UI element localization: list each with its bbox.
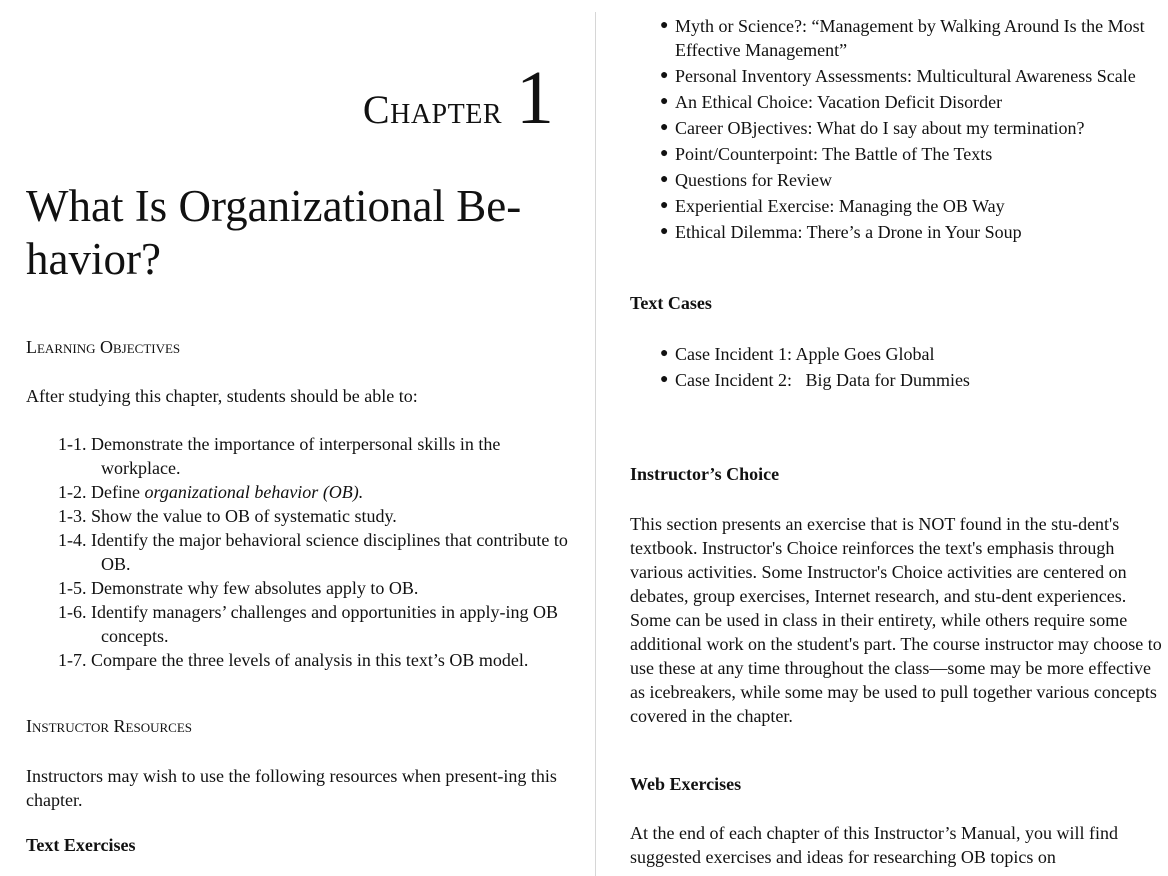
- list-item: ● Point/Counterpoint: The Battle of The Texts: [660, 144, 993, 164]
- bullet-icon: ●: [660, 346, 669, 361]
- list-item: ● An Ethical Choice: Vacation Deficit Disorder: [660, 92, 1003, 112]
- objective-item: 1-7. Compare the three levels of analysis in this text’s OB model.: [58, 650, 529, 670]
- chapter-word: Chapter: [362, 87, 502, 132]
- bullet-icon: ●: [660, 198, 669, 213]
- learning-objectives-intro: After studying this chapter, students should be able to:: [26, 386, 418, 406]
- objective-item: 1-5. Demonstrate why few absolutes apply to OB.: [58, 578, 419, 598]
- bullet-icon: ●: [660, 68, 669, 83]
- bullet-icon: ●: [660, 94, 669, 109]
- text-exercises-heading: Text Exercises: [26, 835, 136, 855]
- list-item: ● Career OBjectives: What do I say about my termination?: [660, 118, 1085, 138]
- bullet-icon: ●: [660, 224, 669, 239]
- bullet-icon: ●: [660, 146, 669, 161]
- page-divider: [595, 12, 596, 876]
- bullet-icon: ●: [660, 172, 669, 187]
- list-item: ● Ethical Dilemma: There’s a Drone in Your Soup: [660, 222, 1022, 242]
- list-item: ● Questions for Review: [660, 170, 832, 190]
- chapter-number: 1: [516, 56, 554, 140]
- objective-item: 1-6. Identify managers’ challenges and opportunities in apply-ing OB concepts.: [58, 602, 559, 646]
- bullet-icon: ●: [660, 18, 669, 33]
- chapter-label: [362, 56, 554, 140]
- text-exercises-list: [660, 14, 1165, 246]
- objective-item: 1-2. Define organizational behavior (OB).: [58, 482, 364, 502]
- page-title: What Is Organizational Be-havior?: [26, 181, 522, 284]
- web-exercises-heading: Web Exercises: [630, 774, 742, 794]
- instructors-choice-heading: Instructor’s Choice: [630, 464, 780, 484]
- list-item: ● Personal Inventory Assessments: Multicultural Awareness Scale: [660, 66, 1136, 86]
- right-page: [630, 0, 1168, 876]
- text-cases-list: [660, 342, 1165, 394]
- objective-item: 1-3. Show the value to OB of systematic study.: [58, 506, 397, 526]
- learning-objectives-list: [58, 432, 568, 672]
- list-item: ● Case Incident 2: Big Data for Dummies: [660, 370, 970, 390]
- bullet-icon: ●: [660, 120, 669, 135]
- learning-objectives-heading: Learning Objectives: [26, 337, 181, 357]
- objective-item: 1-4. Identify the major behavioral science disciplines that contribute to OB.: [58, 530, 568, 574]
- objective-item: 1-1. Demonstrate the importance of interpersonal skills in the workplace.: [58, 434, 501, 478]
- text-cases-heading: Text Cases: [630, 293, 712, 313]
- instructor-resources-heading: Instructor Resources: [26, 716, 193, 736]
- instructors-choice-body: This section presents an exercise that is NOT found in the stu-dent's textbook. Instructor's Choice reinforces the text's emphasis through various activities. Some Instructor's Choice activities are centered on debates, group exercises, Internet research, and stu-dent experiences. Some can be used in class in their entirety, while others require some additional work on the student's part. The course instructor may choose to use these at any time throughout the class—some may be more effective as icebreakers, while some may be used to pull together various concepts covered in the chapter.: [630, 514, 1162, 726]
- list-item: ● Myth or Science?: “Management by Walking Around Is the Most Effective Management”: [660, 16, 1145, 60]
- left-page: [26, 0, 566, 876]
- web-exercises-body: At the end of each chapter of this Instructor’s Manual, you will find suggested exercises and ideas for researching OB topics on: [630, 823, 1119, 867]
- list-item: ● Experiential Exercise: Managing the OB Way: [660, 196, 1005, 216]
- bullet-icon: ●: [660, 372, 669, 387]
- list-item: ● Case Incident 1: Apple Goes Global: [660, 344, 935, 364]
- instructor-resources-intro: Instructors may wish to use the following resources when present-ing this chapter.: [26, 766, 557, 810]
